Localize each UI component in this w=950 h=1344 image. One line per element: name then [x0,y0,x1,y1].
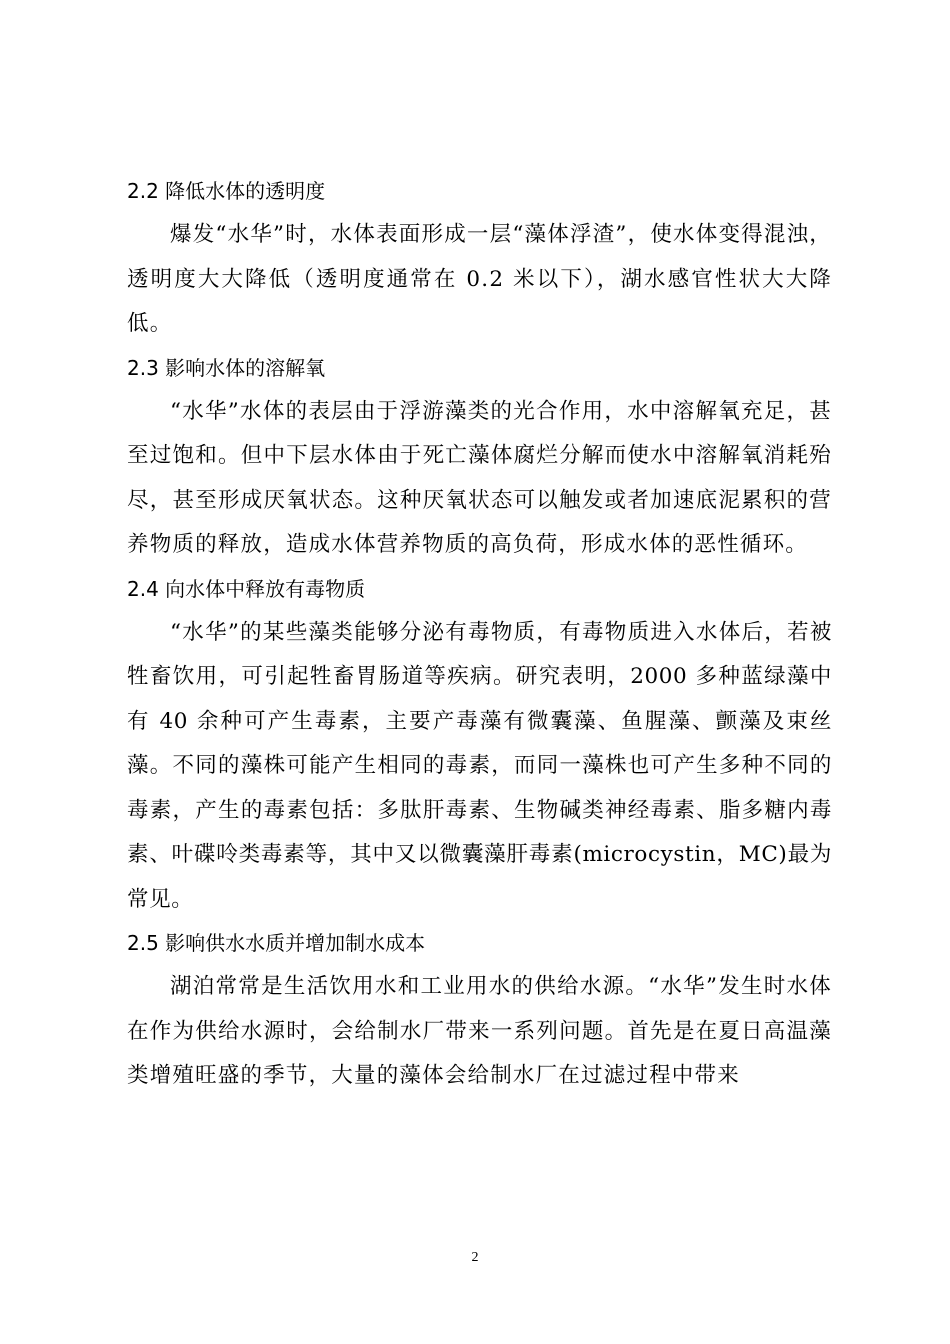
section-2-5 [127,922,832,1099]
section-heading: 2.3 影响水体的溶解氧 [127,355,326,380]
section-heading: 2.4 向水体中释放有毒物质 [127,576,366,601]
document-body [127,170,832,1099]
section-paragraph: “水华”的某些藻类能够分泌有毒物质，有毒物质进入水体后，若被牲畜饮用，可引起牲畜胃肠道等疾病。研究表明，2000 多种蓝绿藻中有 40 余种可产生毒素，主要产毒藻有微囊藻、鱼腥藻、颤藻及束丝藻。不同的藻株可能产生相同的毒素，而同一藻株也可产生多种不同的毒素，产生的毒素包括：多肽肝毒素、生物碱类神经毒素、脂多糖内毒素、叶碟呤类毒素等，其中又以微囊藻肝毒素(microcystin，MC)最为常见。 [127,619,832,912]
section-2-3 [127,347,832,568]
page-number: 2 [471,1250,479,1265]
section-2-4 [127,568,832,923]
section-paragraph: 爆发“水华”时，水体表面形成一层“藻体浮渣”，使水体变得混浊，透明度大大降低（透明度通常在 0.2 米以下），湖水感官性状大大降低。 [127,222,832,336]
section-2-2 [127,170,832,347]
section-heading: 2.5 影响供水水质并增加制水成本 [127,931,426,955]
section-paragraph: 湖泊常常是生活饮用水和工业用水的供给水源。“水华”发生时水体在作为供给水源时，会给制水厂带来一系列问题。首先是在夏日高温藻类增殖旺盛的季节，大量的藻体会给制水厂在过滤过程中带来 [127,974,832,1088]
section-heading: 2.2 降低水体的透明度 [127,179,326,203]
section-paragraph: “水华”水体的表层由于浮游藻类的光合作用，水中溶解氧充足，甚至过饱和。但中下层水体由于死亡藻体腐烂分解而使水中溶解氧消耗殆尽，甚至形成厌氧状态。这种厌氧状态可以触发或者加速底泥累积的营养物质的释放，造成水体营养物质的高负荷，形成水体的恶性循环。 [127,398,832,557]
